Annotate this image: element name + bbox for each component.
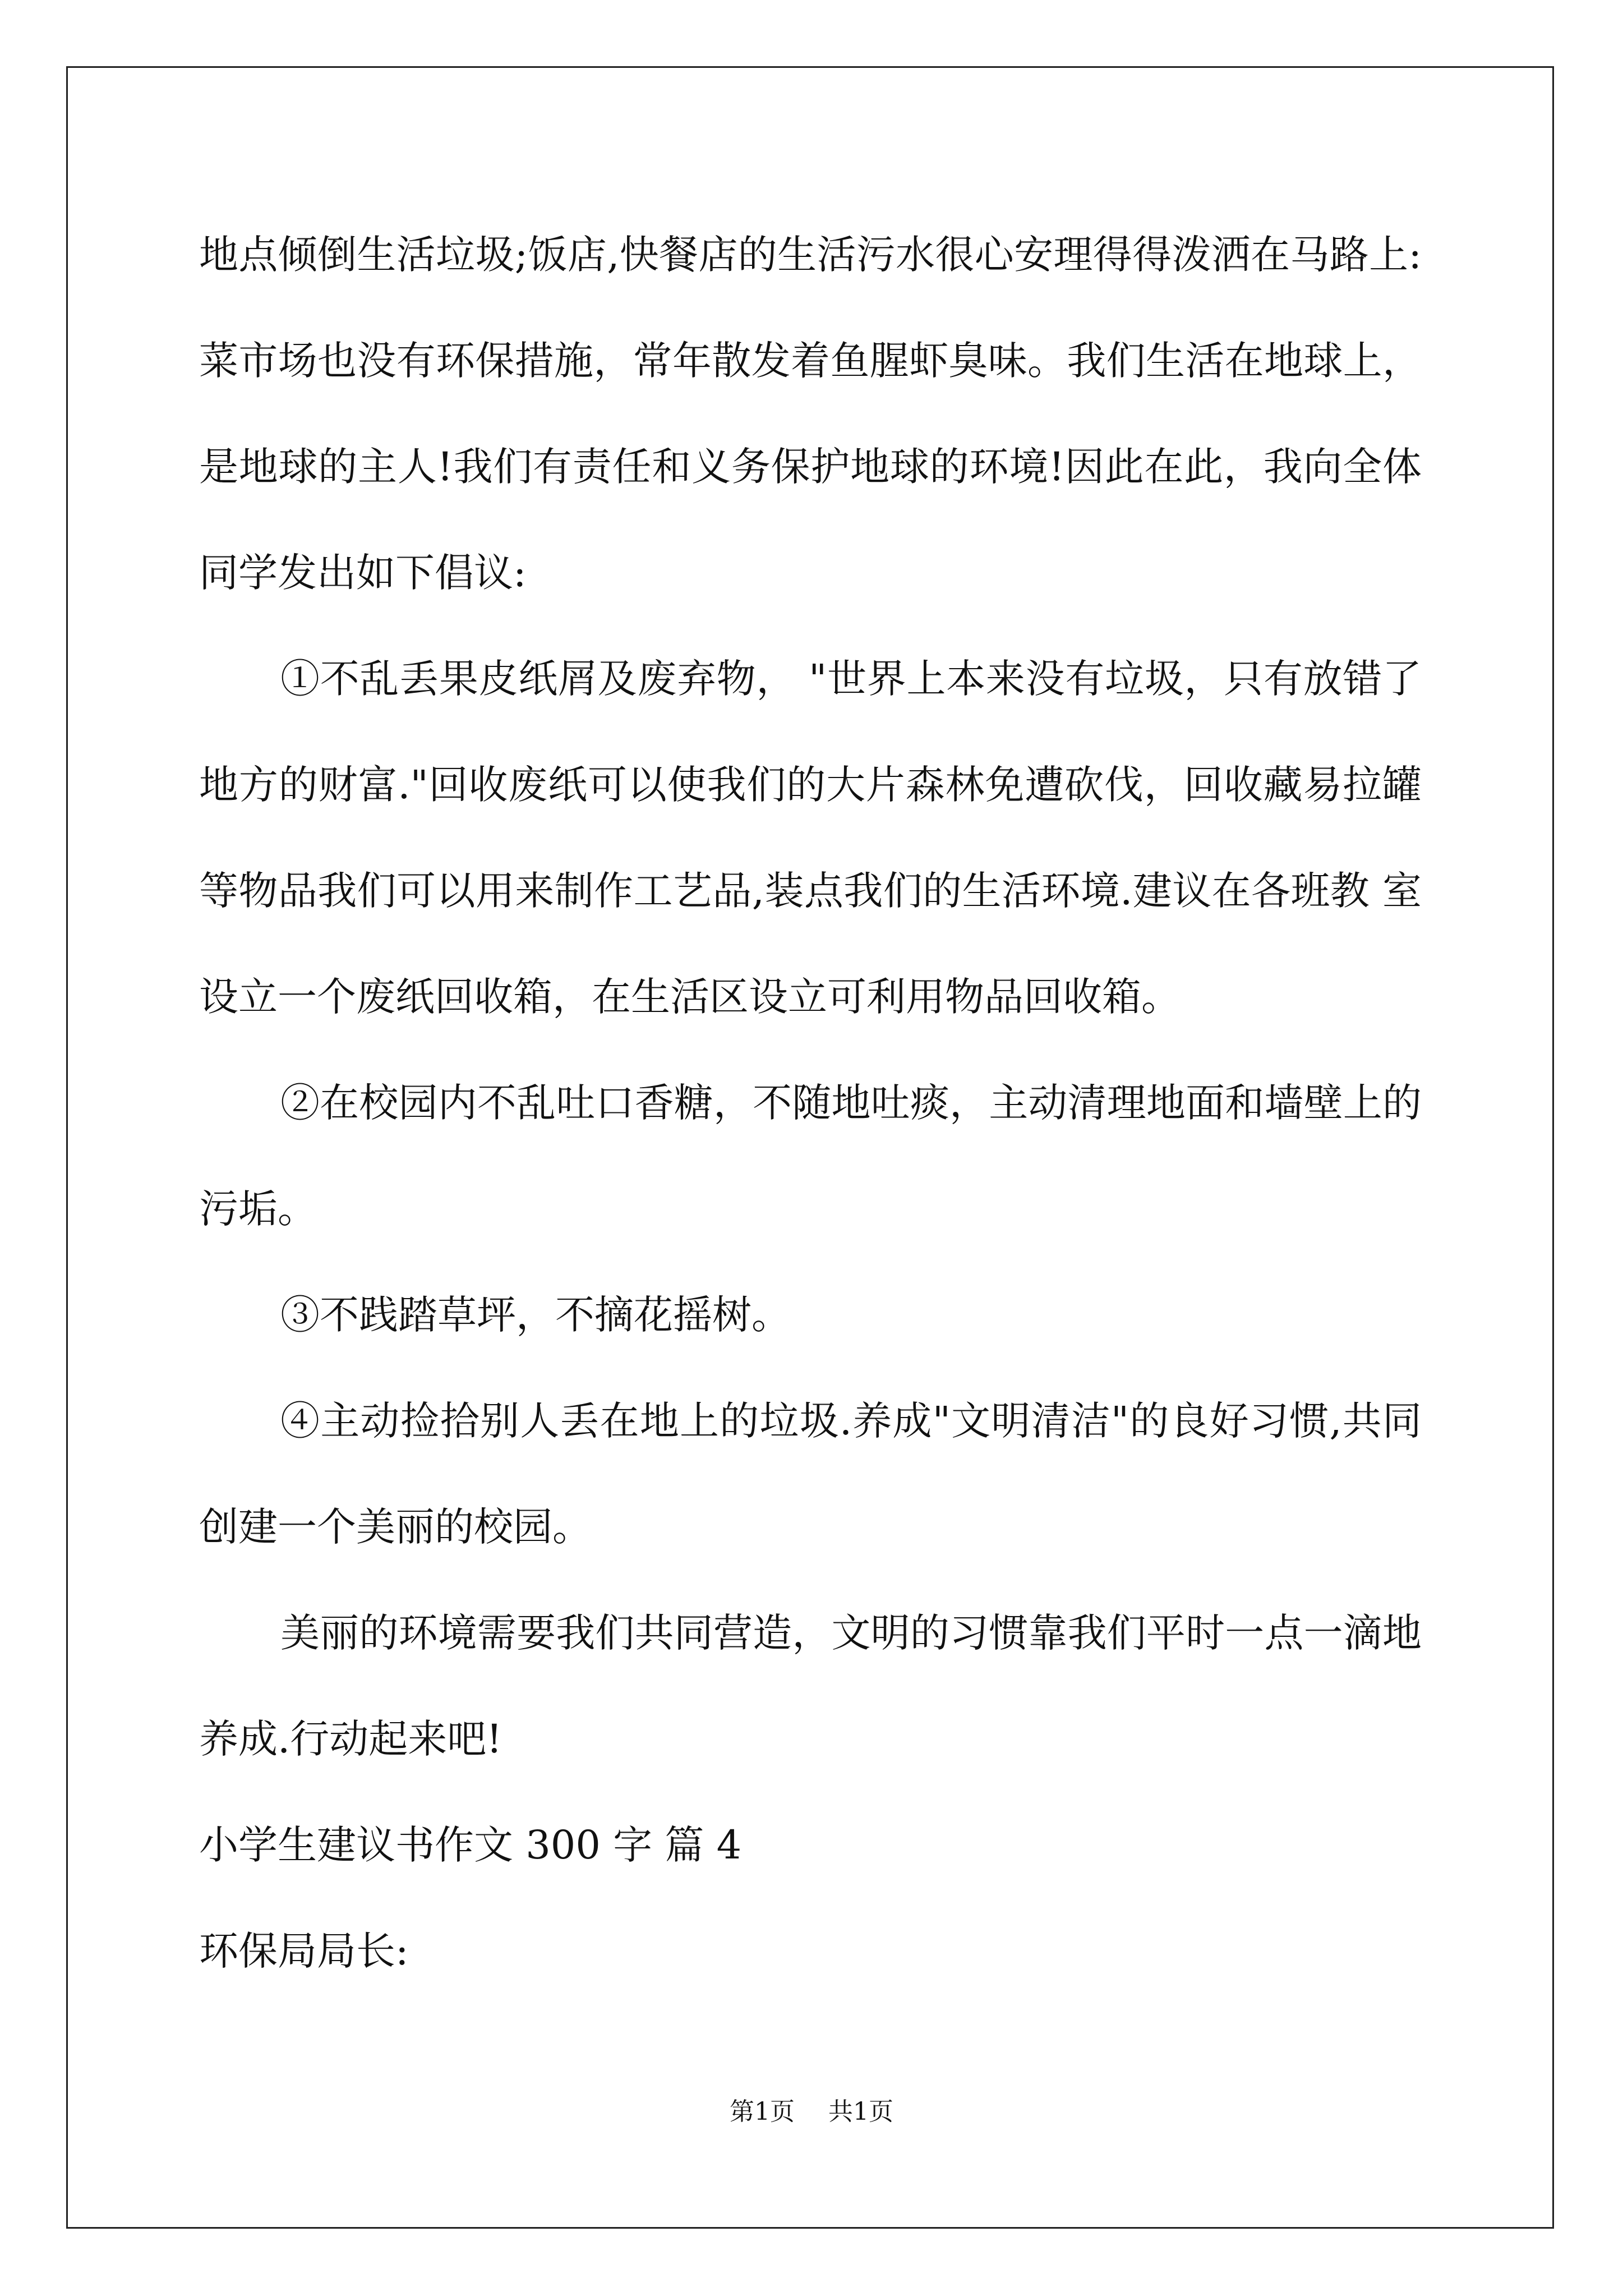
section-heading: 小学生建议书作文 300 字 篇 4	[199, 1822, 742, 1868]
paragraph-proposal-1: ①不乱丢果皮纸屑及废弃物， "世界上本来没有垃圾，只有放错了地方的财富."回收废纸可以使我们的大片森林免遭砍伐，回收藏易拉罐等物品我们可以用来制作工艺品,装点我们的生活环境.建议在各班教 室设立一个废纸回收箱，在生活区设立可利用物品回收箱。	[199, 656, 1422, 1020]
paragraph-intro: 地点倾倒生活垃圾;饭店,快餐店的生活污水很心安理得得泼洒在马路上:菜市场也没有环保措施，常年散发着鱼腥虾臭味。我们生活在地球上，是地球的主人!我们有责任和义务保护地球的环境!因此在此，我向全体同学发出如下倡议:	[199, 232, 1422, 596]
document-body	[199, 202, 1422, 2004]
salutation: 环保局局长:	[199, 1928, 409, 1974]
page-number: 第1页	[730, 2097, 795, 2126]
page-total: 共1页	[828, 2097, 893, 2126]
paragraph-proposal-3: ③不践踏草坪，不摘花摇树。	[280, 1292, 791, 1338]
paragraph-proposal-4: ④主动捡拾别人丢在地上的垃圾.养成"文明清洁"的良好习惯,共同创建一个美丽的校园。	[199, 1398, 1422, 1550]
paragraph-conclusion: 美丽的环境需要我们共同营造，文明的习惯靠我们平时一点一滴地养成.行动起来吧!	[199, 1610, 1422, 1762]
page-footer	[0, 2091, 1623, 2127]
paragraph-proposal-2: ②在校园内不乱吐口香糖，不随地吐痰，主动清理地面和墙壁上的污垢。	[199, 1080, 1422, 1232]
